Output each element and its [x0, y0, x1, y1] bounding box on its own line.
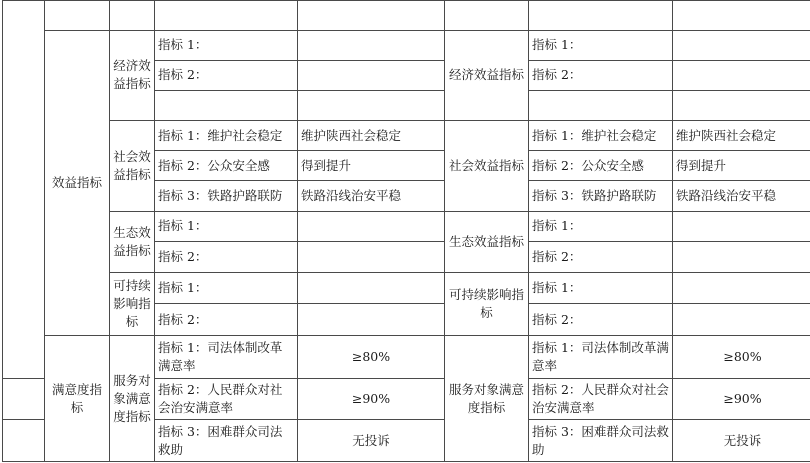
indicator-value: ≥90% [673, 379, 810, 420]
indicator-value [298, 30, 445, 61]
indicator-value: 铁路沿线治安平稳 [673, 181, 810, 212]
sustainable-impact-label-right: 可持续影响指标 [445, 273, 529, 336]
indicator-value [673, 303, 810, 336]
indicator-name: 指标 2：人民群众对社会治安满意率 [155, 379, 298, 420]
indicator-name: 指标 1：司法体制改革满意率 [529, 336, 673, 379]
service-satisfaction-label: 服务对象满意度指标 [110, 336, 155, 462]
table-row [3, 121, 810, 151]
indicator-name: 指标 1： [529, 212, 673, 242]
table-cell [110, 1, 155, 31]
indicator-value [298, 241, 445, 273]
indicator-name [155, 90, 298, 121]
indicator-name: 指标 1： [529, 30, 673, 61]
indicator-value [673, 61, 810, 91]
indicator-name: 指标 3：铁路护路联防 [529, 181, 673, 212]
indicator-value: 无投诉 [673, 420, 810, 462]
satisfaction-indicator-label: 满意度指标 [45, 336, 110, 462]
table-cell [155, 1, 298, 31]
indicator-value [298, 212, 445, 242]
indicator-value [298, 303, 445, 336]
table-cell [445, 1, 529, 31]
indicator-value: 铁路沿线治安平稳 [298, 181, 445, 212]
indicator-name: 指标 1：维护社会稳定 [529, 121, 673, 151]
indicator-value [673, 30, 810, 61]
service-satisfaction-label-right: 服务对象满意度指标 [445, 336, 529, 462]
indicator-value [298, 90, 445, 121]
indicator-value: 维护陕西社会稳定 [673, 121, 810, 151]
outer-category-cell [3, 1, 45, 379]
table-row [3, 273, 810, 304]
indicator-name: 指标 2：人民群众对社会治安满意率 [529, 379, 673, 420]
economic-benefit-label: 经济效益指标 [110, 30, 155, 121]
indicator-name: 指标 2： [155, 61, 298, 91]
indicator-value [673, 90, 810, 121]
ecological-benefit-label: 生态效益指标 [110, 212, 155, 273]
table-row [3, 30, 810, 61]
indicator-value: 得到提升 [673, 150, 810, 181]
indicator-name: 指标 1： [155, 212, 298, 242]
indicator-name: 指标 2： [529, 303, 673, 336]
indicator-value [673, 241, 810, 273]
indicator-value [298, 61, 445, 91]
outer-category-cell [3, 420, 45, 462]
indicator-value: ≥90% [298, 379, 445, 420]
indicator-value [673, 273, 810, 304]
indicator-name: 指标 1：维护社会稳定 [155, 121, 298, 151]
social-benefit-label: 社会效益指标 [110, 121, 155, 212]
indicator-name: 指标 3：困难群众司法救助 [529, 420, 673, 462]
indicator-name: 指标 2： [155, 241, 298, 273]
indicator-name: 指标 1： [155, 30, 298, 61]
table-row [3, 336, 810, 379]
ecological-benefit-label-right: 生态效益指标 [445, 212, 529, 273]
indicator-name: 指标 1： [155, 273, 298, 304]
indicator-value: 得到提升 [298, 150, 445, 181]
sustainable-impact-label: 可持续影响指标 [110, 273, 155, 336]
table-row [3, 212, 810, 242]
indicator-name: 指标 3：困难群众司法救助 [155, 420, 298, 462]
performance-indicator-table [2, 0, 810, 462]
social-benefit-label-right: 社会效益指标 [445, 121, 529, 212]
indicator-value: 维护陕西社会稳定 [298, 121, 445, 151]
indicator-value: ≥80% [673, 336, 810, 379]
indicator-value: 无投诉 [298, 420, 445, 462]
table-cell [45, 1, 110, 31]
benefit-indicator-label: 效益指标 [45, 30, 110, 336]
indicator-name: 指标 2：公众安全感 [155, 150, 298, 181]
indicator-name: 指标 2：公众安全感 [529, 150, 673, 181]
indicator-name: 指标 2： [155, 303, 298, 336]
indicator-name: 指标 3：铁路护路联防 [155, 181, 298, 212]
outer-category-cell [3, 379, 45, 420]
table-cell [529, 1, 673, 31]
indicator-name: 指标 2： [529, 61, 673, 91]
table-row [3, 1, 810, 31]
economic-benefit-label-right: 经济效益指标 [445, 30, 529, 121]
indicator-value [673, 212, 810, 242]
table-cell [673, 1, 810, 31]
indicator-name [529, 90, 673, 121]
indicator-name: 指标 1： [529, 273, 673, 304]
indicator-name: 指标 1：司法体制改革满意率 [155, 336, 298, 379]
indicator-name: 指标 2： [529, 241, 673, 273]
indicator-value: ≥80% [298, 336, 445, 379]
table-cell [298, 1, 445, 31]
indicator-value [298, 273, 445, 304]
